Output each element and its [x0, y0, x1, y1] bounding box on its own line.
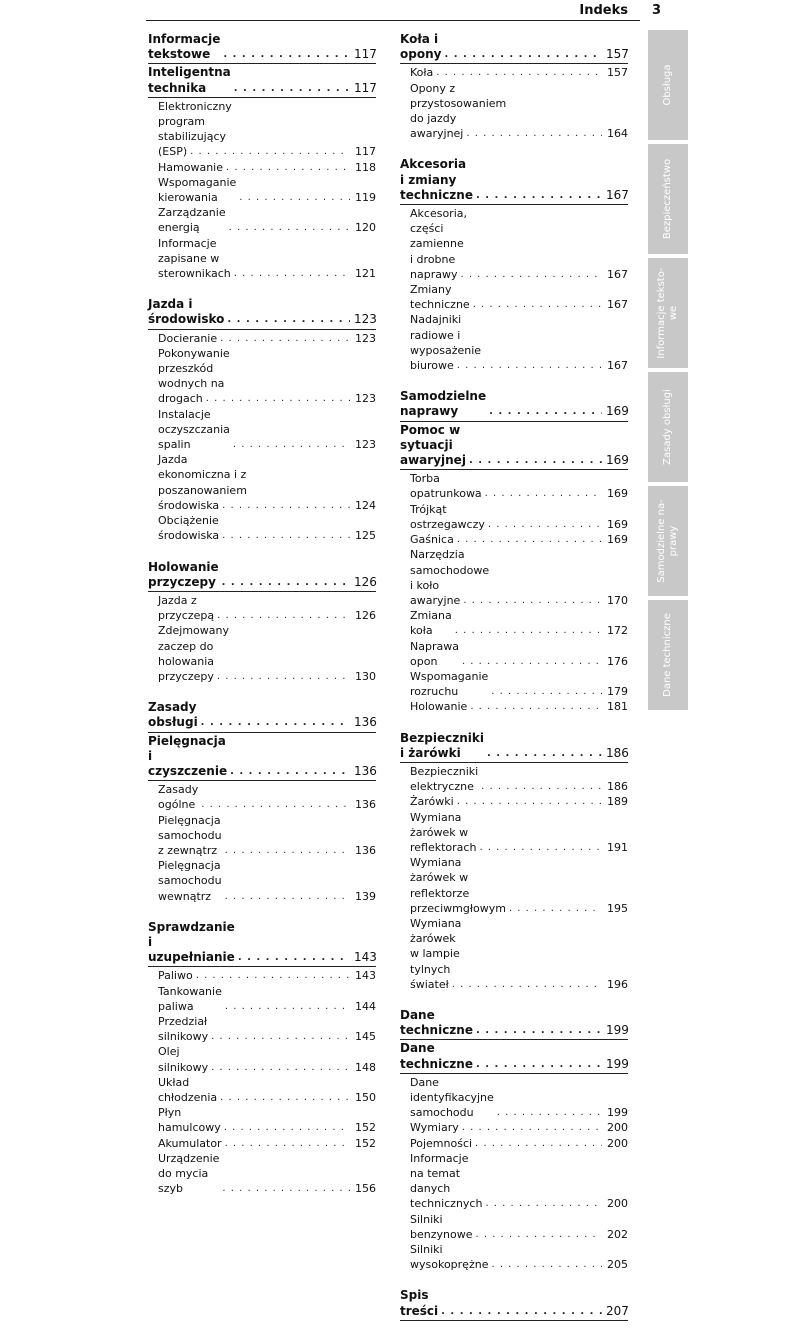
entry-title: Silniki wysokoprężne: [410, 1243, 489, 1272]
entry-title: naprawy: [410, 267, 458, 281]
entry-title: Tankowanie paliwa: [158, 984, 222, 1013]
index-heading[interactable]: [400, 1008, 628, 1040]
entry-title: Jazda i środowisko: [148, 297, 225, 327]
page-ref: 130: [355, 669, 376, 683]
entry-title: przeciwmgłowym: [410, 901, 506, 915]
entry-title: Holowanie: [410, 700, 468, 714]
page-ref: 191: [607, 840, 628, 854]
dot-leader: [466, 126, 602, 141]
page-ref: 189: [607, 795, 628, 809]
side-tab-label: Zasady obsługi: [662, 389, 673, 465]
dot-leader: [222, 498, 350, 513]
entry-title: Akumulator: [158, 1136, 222, 1150]
side-tab[interactable]: [648, 486, 688, 596]
entry-title: Docieranie: [158, 331, 218, 345]
dot-leader: [476, 1057, 602, 1072]
index-entry[interactable]: [148, 1151, 376, 1197]
side-tab[interactable]: [648, 144, 688, 254]
page-ref: 118: [355, 160, 376, 174]
dot-leader: [196, 968, 350, 983]
page-ref: 125: [355, 529, 376, 543]
entry-title: awaryjne: [410, 593, 461, 607]
index-heading[interactable]: [400, 32, 628, 64]
index-entry[interactable]: [400, 699, 628, 714]
entry-title: Wymiary: [410, 1121, 459, 1135]
index-heading[interactable]: [400, 731, 628, 763]
dot-leader: [201, 715, 350, 730]
index-section: [148, 32, 376, 281]
page-ref: 199: [606, 1023, 629, 1038]
index-entry[interactable]: [400, 206, 628, 267]
page-ref: 167: [607, 267, 628, 281]
header-rule: [146, 20, 640, 21]
page-ref: 123: [354, 312, 377, 327]
index-entry[interactable]: [148, 498, 376, 513]
entry-title: Pojemności: [410, 1136, 473, 1150]
page-ref: 170: [607, 593, 628, 607]
page-ref: 143: [355, 969, 376, 983]
index-entry[interactable]: [148, 858, 376, 904]
dot-leader: [470, 699, 602, 714]
page-ref: 156: [355, 1182, 376, 1196]
index-entry[interactable]: [148, 1014, 376, 1044]
dot-leader: [476, 1023, 602, 1038]
page-ref: 169: [607, 517, 628, 531]
page-ref: 169: [606, 404, 629, 419]
entry-title: Zarządzanie energią: [158, 206, 226, 235]
index-heading[interactable]: [400, 423, 628, 471]
entry-title: Wspomaganie rozruchu: [410, 669, 489, 699]
index-entry[interactable]: [148, 813, 376, 859]
dot-leader: [238, 950, 350, 965]
entry-title: Urządzenie do mycia szyb: [158, 1151, 220, 1196]
entry-title: Płyn hamulcowy: [158, 1106, 221, 1135]
side-tab-label: Samodzielne na- prawy: [656, 499, 679, 583]
dot-leader: [487, 746, 602, 761]
page-ref: 186: [606, 745, 629, 760]
dot-leader: [223, 47, 350, 62]
page-ref: 136: [355, 798, 376, 812]
entry-title: Narzędzia samochodowe i koło: [410, 548, 490, 592]
entry-title: Bezpieczniki i żarówki: [400, 730, 484, 760]
dot-leader: [485, 1196, 602, 1211]
index-section: [400, 32, 628, 141]
dot-leader: [239, 190, 350, 205]
entry-title: drogach: [158, 392, 203, 406]
index-entry[interactable]: [400, 1212, 628, 1242]
dot-leader: [211, 1060, 350, 1075]
page-ref: 145: [355, 1030, 376, 1044]
index-entry[interactable]: [148, 236, 376, 282]
page-ref: 143: [354, 950, 377, 965]
index-heading[interactable]: [400, 389, 628, 421]
entry-title: Pielęgnacja i czyszczenie: [148, 733, 228, 778]
entry-title: Wymiana żarówek w lampie tylnych: [410, 916, 462, 976]
entry-title: Zmiana koła: [410, 609, 452, 638]
dot-leader: [457, 532, 602, 547]
index-entry[interactable]: [400, 764, 628, 794]
page-ref: 199: [606, 1056, 629, 1071]
entry-title: Wymiana żarówek w reflektorze: [410, 856, 470, 900]
side-tab-label: Bezpieczeństwo: [662, 158, 673, 240]
page-ref: 139: [355, 889, 376, 903]
entry-title: Instalacje oczyszczania spalin: [158, 407, 230, 452]
page-ref: 186: [607, 780, 628, 794]
entry-title: Jazda ekonomiczna i z poszanowaniem: [158, 453, 247, 497]
page-ref: 200: [607, 1136, 628, 1150]
entry-title: Pokonywanie przeszkód wodnych na: [158, 346, 230, 391]
page-ref: 179: [607, 685, 628, 699]
side-tab-label: Obsługa: [662, 64, 673, 106]
index-entry[interactable]: [148, 1105, 376, 1135]
dot-leader: [489, 404, 602, 419]
dot-leader: [457, 794, 602, 809]
entry-title: Zmiany techniczne: [410, 283, 470, 312]
index-heading[interactable]: [148, 560, 376, 592]
entry-title: Pielęgnacja samochodu z zewnątrz: [158, 813, 222, 857]
index-section: [148, 920, 376, 1197]
dot-leader: [226, 160, 350, 175]
index-section: [400, 1008, 628, 1272]
index-entry[interactable]: [400, 1136, 628, 1151]
entry-title: (ESP): [158, 145, 188, 159]
dot-leader: [481, 779, 602, 794]
index-heading[interactable]: [148, 734, 376, 782]
page-ref: 119: [355, 191, 376, 205]
page-ref: 152: [355, 1136, 376, 1150]
page-ref: 126: [355, 609, 376, 623]
dot-leader: [479, 840, 602, 855]
index-entry[interactable]: [400, 547, 628, 593]
dot-leader: [509, 901, 602, 916]
entry-title: Informacje tekstowe: [148, 32, 221, 62]
entry-title: Nadajniki radiowe i wyposażenie: [410, 313, 482, 357]
entry-title: biurowe: [410, 359, 454, 373]
index-entry[interactable]: [148, 391, 376, 406]
dot-leader: [190, 144, 350, 159]
entry-title: Akcesoria, części zamienne i drobne: [410, 207, 467, 266]
page-ref: 164: [607, 127, 628, 141]
dot-leader: [227, 312, 350, 327]
dot-leader: [222, 1181, 350, 1196]
entry-title: Paliwo: [158, 969, 193, 983]
entry-title: Torba opatrunkowa: [410, 472, 482, 501]
dot-leader: [462, 654, 602, 669]
entry-title: Informacje na temat danych: [410, 1151, 469, 1196]
page-ref: 169: [607, 487, 628, 501]
index-entry[interactable]: [148, 1075, 376, 1105]
dot-leader: [211, 1029, 350, 1044]
dot-leader: [224, 1120, 350, 1135]
entry-title: Inteligentna technika: [148, 65, 231, 95]
side-tab[interactable]: [648, 30, 688, 140]
dot-leader: [225, 1136, 350, 1151]
index-heading[interactable]: [148, 65, 376, 97]
index-heading[interactable]: [400, 1288, 628, 1320]
index-entry[interactable]: [400, 608, 628, 638]
index-heading[interactable]: [148, 32, 376, 64]
dot-leader: [217, 669, 350, 684]
page-ref: 117: [354, 47, 377, 62]
entry-title: Układ chłodzenia: [158, 1075, 218, 1104]
dot-leader: [491, 1257, 602, 1272]
page-ref: 167: [607, 298, 628, 312]
entry-title: Pielęgnacja samochodu wewnątrz: [158, 859, 222, 903]
entry-title: Elektroniczny program stabilizujący: [158, 99, 232, 144]
page-ref: 148: [355, 1060, 376, 1074]
dot-leader: [485, 486, 602, 501]
index-entry[interactable]: [148, 99, 376, 145]
entry-title: Przedział silnikowy: [158, 1014, 209, 1044]
entry-title: Zasady obsługi: [148, 700, 198, 730]
side-tab[interactable]: [648, 372, 688, 482]
entry-title: Pomoc w sytuacji awaryjnej: [400, 422, 466, 468]
page-ref: 176: [607, 654, 628, 668]
page-ref: 150: [355, 1091, 376, 1104]
entry-title: Silniki benzynowe: [410, 1212, 473, 1241]
dot-leader: [230, 764, 350, 779]
index-entry[interactable]: [400, 126, 628, 141]
side-tab-label: Dane techniczne: [662, 613, 673, 697]
dot-leader: [234, 81, 350, 96]
dot-leader: [220, 1090, 350, 1105]
side-tab-label: Informacje teksto- we: [656, 267, 679, 359]
side-tab[interactable]: [648, 258, 688, 368]
entry-title: Informacje zapisane w sterownikach: [158, 236, 231, 281]
index-entry[interactable]: [400, 1075, 628, 1121]
entry-title: Obciążenie środowiska: [158, 514, 220, 543]
entry-title: przyczepy: [158, 669, 214, 683]
index-section: [148, 700, 376, 904]
page-ref: 200: [607, 1121, 628, 1135]
entry-title: Trójkąt ostrzegawczy: [410, 502, 485, 531]
index-entry[interactable]: [400, 81, 628, 127]
dot-leader: [475, 1136, 602, 1151]
entry-title: Hamowanie: [158, 160, 223, 174]
index-entry[interactable]: [400, 593, 628, 608]
page-ref: 196: [607, 977, 628, 991]
page-ref: 172: [607, 624, 628, 638]
index-entry[interactable]: [148, 593, 376, 623]
dot-leader: [457, 358, 602, 373]
index-entry[interactable]: [400, 1151, 628, 1197]
entry-title: Jazda z przyczepą: [158, 593, 215, 623]
index-entry[interactable]: [148, 1136, 376, 1151]
entry-title: Wymiana żarówek w reflektorach: [410, 810, 477, 854]
index-entry[interactable]: [148, 623, 376, 669]
page-ref: 120: [355, 221, 376, 235]
dot-leader: [444, 47, 602, 62]
index-entry[interactable]: [148, 984, 376, 1014]
dot-leader: [473, 297, 602, 312]
index-entry[interactable]: [400, 358, 628, 373]
page-ref: 117: [354, 80, 377, 95]
index-entry[interactable]: [148, 1044, 376, 1074]
index-entry[interactable]: [400, 855, 628, 901]
page-ref: 207: [606, 1303, 629, 1318]
entry-title: Żarówki: [410, 795, 454, 809]
entry-title: awaryjnej: [410, 127, 464, 141]
page-ref: 121: [355, 267, 376, 281]
dot-leader: [225, 889, 350, 904]
dot-leader: [455, 623, 602, 638]
dot-leader: [206, 391, 350, 406]
dot-leader: [220, 331, 350, 346]
index-section: [148, 297, 376, 543]
page-number: 3: [652, 3, 662, 18]
dot-leader: [233, 437, 350, 452]
page-ref: 205: [607, 1258, 628, 1272]
index-entry[interactable]: [400, 669, 628, 699]
entry-title: Opony z przystosowaniem do jazdy: [410, 81, 507, 126]
index-entry[interactable]: [400, 1120, 628, 1135]
dot-leader: [222, 575, 350, 590]
entry-title: świateł: [410, 977, 449, 991]
index-section: [400, 1288, 628, 1320]
index-entry[interactable]: [148, 160, 376, 175]
entry-title: Wspomaganie kierowania: [158, 175, 237, 205]
entry-title: Koła i opony: [400, 32, 442, 62]
index-section: [400, 389, 628, 714]
index-entry[interactable]: [400, 312, 628, 358]
dot-leader: [460, 267, 602, 282]
index-entry[interactable]: [148, 346, 376, 392]
page-ref: 167: [607, 359, 628, 373]
index-entry[interactable]: [400, 532, 628, 547]
page-ref: 117: [355, 145, 376, 159]
page-ref: 123: [355, 331, 376, 345]
index-entry[interactable]: [400, 1196, 628, 1211]
page-ref: 202: [607, 1227, 628, 1241]
dot-leader: [452, 977, 602, 992]
dot-leader: [476, 188, 602, 203]
dot-leader: [225, 999, 350, 1014]
index-entry[interactable]: [148, 968, 376, 983]
entry-title: Dane identyfikacyjne samochodu: [410, 1075, 494, 1120]
index-heading[interactable]: [400, 1041, 628, 1073]
index-entry[interactable]: [400, 639, 628, 669]
dot-leader: [497, 1105, 602, 1120]
index-section: [400, 157, 628, 373]
page-ref: 136: [354, 763, 377, 778]
dot-leader: [229, 220, 350, 235]
index-entry[interactable]: [400, 794, 628, 809]
index-entry[interactable]: [148, 452, 376, 498]
index-heading[interactable]: [148, 700, 376, 732]
entry-title: Dane techniczne: [400, 1041, 473, 1071]
entry-title: Zasady ogólne: [158, 783, 199, 812]
index-entry[interactable]: [400, 65, 628, 80]
side-tab[interactable]: [648, 600, 688, 710]
index-column-left: [148, 32, 376, 1212]
entry-title: technicznych: [410, 1197, 483, 1211]
dot-leader: [462, 1120, 602, 1135]
index-entry[interactable]: [400, 1242, 628, 1272]
index-entry[interactable]: [400, 471, 628, 501]
page-ref: 157: [606, 47, 629, 62]
entry-title: Dane techniczne: [400, 1007, 473, 1038]
entry-title: Sprawdzanie i uzupełnianie: [148, 919, 235, 965]
entry-title: Naprawa opon: [410, 639, 459, 668]
entry-title: Holowanie przyczepy: [148, 559, 219, 589]
index-entry[interactable]: [148, 144, 376, 159]
page-ref: 200: [607, 1197, 628, 1211]
page-ref: 199: [607, 1106, 628, 1120]
dot-leader: [491, 684, 602, 699]
page-ref: 167: [606, 187, 629, 202]
dot-leader: [222, 528, 350, 543]
page-ref: 136: [355, 843, 376, 857]
index-entry[interactable]: [400, 901, 628, 916]
dot-leader: [463, 593, 602, 608]
page-ref: 136: [354, 715, 377, 730]
entry-title: Akcesoria i zmiany techniczne: [400, 157, 473, 202]
entry-title: Samodzielne naprawy: [400, 389, 487, 419]
dot-leader: [475, 1227, 602, 1242]
entry-title: Spis treści: [400, 1288, 439, 1318]
side-tab-strip: [648, 30, 688, 714]
index-entry[interactable]: [148, 782, 376, 812]
index-entry[interactable]: [148, 331, 376, 346]
page-ref: 124: [355, 498, 376, 512]
index-entry[interactable]: [400, 267, 628, 282]
dot-leader: [217, 608, 350, 623]
page-ref: 169: [606, 453, 629, 468]
page-ref: 144: [355, 999, 376, 1013]
dot-leader: [488, 517, 602, 532]
page-ref: 126: [354, 574, 377, 589]
page-ref: 123: [355, 392, 376, 406]
index-heading[interactable]: [148, 297, 376, 329]
entry-title: Olej silnikowy: [158, 1045, 209, 1074]
index-entry[interactable]: [148, 175, 376, 205]
page-ref: 123: [355, 438, 376, 452]
entry-title: Bezpieczniki elektryczne: [410, 764, 479, 794]
page-ref: 169: [607, 533, 628, 547]
index-heading[interactable]: [400, 157, 628, 205]
index-entry[interactable]: [148, 205, 376, 235]
index-column-right: [400, 32, 628, 1337]
dot-leader: [234, 266, 350, 281]
index-entry[interactable]: [148, 513, 376, 543]
page-ref: 181: [607, 700, 628, 714]
header-title: Indeks: [579, 3, 628, 18]
entry-title: Gaśnica: [410, 533, 454, 547]
index-entry[interactable]: [400, 977, 628, 992]
entry-title: Zdejmowany zaczep do holowania: [158, 624, 230, 668]
dot-leader: [225, 843, 350, 858]
dot-leader: [436, 65, 602, 80]
index-entry[interactable]: [148, 669, 376, 684]
index-heading[interactable]: [148, 920, 376, 968]
page-ref: 152: [355, 1121, 376, 1135]
index-entry[interactable]: [400, 282, 628, 312]
dot-leader: [441, 1304, 602, 1319]
dot-leader: [469, 453, 602, 468]
page-ref: 157: [607, 66, 628, 80]
entry-title: środowiska: [158, 498, 220, 512]
index-section: [148, 560, 376, 685]
index-entry[interactable]: [400, 916, 628, 977]
index-entry[interactable]: [148, 407, 376, 453]
entry-title: Koła: [410, 66, 434, 80]
index-section: [400, 731, 628, 992]
page-ref: 195: [607, 901, 628, 915]
index-entry[interactable]: [400, 810, 628, 856]
index-entry[interactable]: [400, 502, 628, 532]
